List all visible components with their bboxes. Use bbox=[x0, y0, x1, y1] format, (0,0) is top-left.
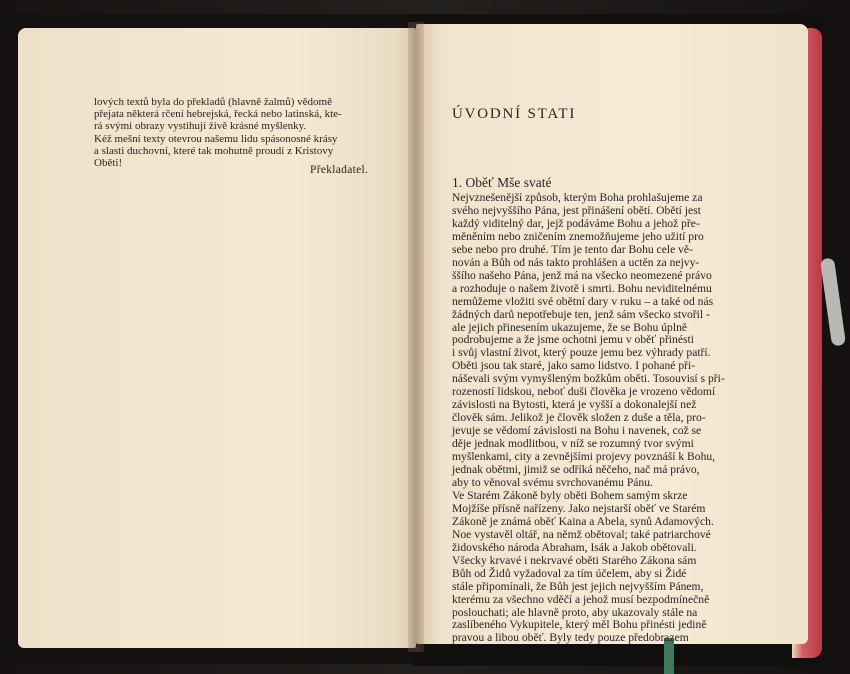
right-line: žádných darů nepotřebuje ten, jenž sám všecko stvořil - bbox=[452, 307, 710, 321]
right-line: svého nejvyššího Pána, jest přinášení obětí. Obětí jest bbox=[452, 203, 701, 217]
right-line: židovského národa Abraham, Isák a Jakob obětovali. bbox=[452, 540, 697, 554]
right-line: Nejvznešenější způsob, kterým Boha prohlašujeme za bbox=[452, 191, 703, 204]
right-line: stále připomínali, že Bůh jest jejich nejvyšším Pánem, bbox=[452, 579, 704, 593]
right-page-text bbox=[452, 192, 770, 645]
book-gutter bbox=[408, 22, 424, 652]
right-line: podrobujeme a že jsme ochotni jemu v oběť přinésti bbox=[452, 333, 694, 347]
right-line: sebe nebo pro druhé. Tím je tento dar Bohu cele vě- bbox=[452, 242, 693, 256]
right-line: děje jednak modlitbou, v níž se rozumný tvor svými bbox=[452, 437, 694, 451]
left-line: Kéž mešní texty otevrou našemu lidu spásonosné krásy bbox=[94, 132, 338, 145]
right-line: nován a Bůh od nás takto prohlášen a uctěn za nejvy- bbox=[452, 255, 700, 269]
left-line: Oběti! bbox=[94, 157, 123, 170]
right-line: člověk sám. Jelikož je člověk složen z duše a těla, pro- bbox=[452, 411, 706, 425]
chapter-heading: ÚVODNÍ STATI bbox=[452, 106, 577, 122]
right-line: aby to věnoval svému svrchovanému Pánu. bbox=[452, 475, 653, 489]
right-line: zaslíbeného Vykupitele, který měl Bohu přinésti jedině bbox=[452, 618, 707, 632]
left-line: rá svými obrazy vystihují živě krásné myšlenky. bbox=[94, 120, 307, 133]
right-line: Mojžíše přísně nařízeny. Jako nejstarší oběť ve Starém bbox=[452, 501, 706, 515]
right-line: Bůh od Židů vyžadoval za tím účelem, aby si Židé bbox=[452, 566, 687, 580]
right-line: kterému za všechno vděčí a jehož musí bezpodmínečně bbox=[452, 592, 710, 606]
left-line: přejata některá rčení hebrejská, řecká nebo latinská, kte- bbox=[94, 108, 342, 121]
left-line: a slasti duchovní, které tak mohutně proudí z Kristovy bbox=[94, 144, 334, 157]
right-line: myšlenkami, city a zevnějšími projevy povznáší k Bohu, bbox=[452, 450, 716, 464]
right-line: jednak obětmi, jimiž se odříká něčeho, nač má právo, bbox=[452, 463, 700, 477]
right-line: i svůj vlastní život, který pouze jemu bez výhrady patří. bbox=[452, 346, 711, 360]
right-line: měněním nebo zničením znemožňujeme jeho užití pro bbox=[452, 229, 704, 243]
right-line: a rozhoduje o našem životě i smrti. Bohu neviditelnému bbox=[452, 281, 712, 295]
section-heading: 1. Oběť Mše svaté bbox=[452, 175, 552, 190]
left-line: lových textů byla do překladů (hlavně žalmů) vědomě bbox=[94, 96, 332, 108]
right-line: Ve Starém Zákoně byly oběti Bohem samým skrze bbox=[452, 488, 688, 502]
right-line: každý viditelný dar, jejž podáváme Bohu a jehož pře- bbox=[452, 216, 700, 230]
right-line: poslouchati; ale hlavně proto, aby ukazovaly stále na bbox=[452, 605, 698, 619]
right-line: náševali svým vymyšleným božkům oběti. Tosouvisí s při- bbox=[452, 372, 725, 386]
right-line: ššího našeho Pána, jenž má na všecko neomezené právo bbox=[452, 268, 712, 282]
right-line: ale jejich přinesením ukazujeme, že se Bohu úplně bbox=[452, 320, 688, 334]
left-page-text bbox=[94, 96, 390, 169]
right-line: pravou a libou oběť. Byly tedy pouze předobrazem bbox=[452, 631, 689, 645]
right-line: Zákoně je známá oběť Kaina a Abela, synů Adamových. bbox=[452, 514, 714, 528]
right-line: rozeností lidskou, neboť duši člověka je vrozeno vědomí bbox=[452, 385, 716, 399]
right-line: závislosti na Bytosti, která je vyšší a dokonalejší než bbox=[452, 398, 697, 412]
right-line: Noe vystavěl oltář, na němž obětoval; také patriarchové bbox=[452, 527, 711, 541]
translator-signature: Překladatel. bbox=[310, 164, 369, 176]
right-line: Oběti jsou tak staré, jako samo lidstvo. I pohané při- bbox=[452, 359, 696, 373]
right-line: nemůžeme vložiti své obětní dary v ruku – a také od nás bbox=[452, 294, 714, 308]
right-line: Všecky krvavé i nekrvavé oběti Starého Zákona sám bbox=[452, 553, 697, 567]
right-line: jevuje se vědomí závislosti na Bohu i navenek, což se bbox=[452, 424, 702, 438]
